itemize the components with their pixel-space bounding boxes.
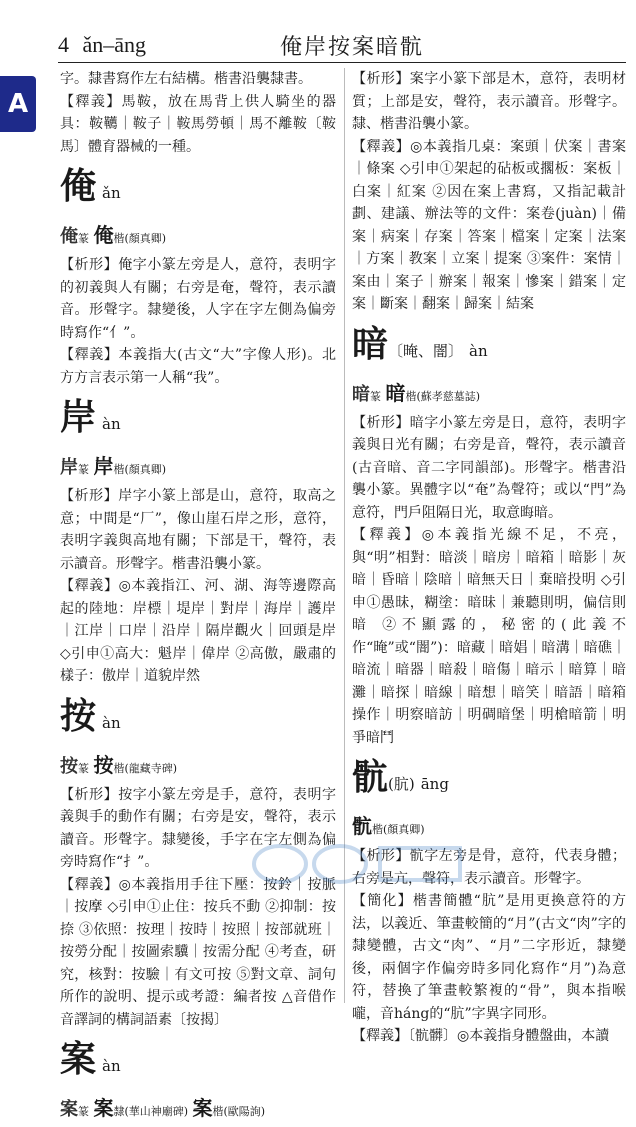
seal-label: 篆 — [78, 463, 89, 476]
headword-pinyin: āng — [420, 775, 449, 793]
calligraphy-source: (歐陽詢) — [223, 1105, 266, 1118]
calligraphy-source: (顏真卿) — [383, 823, 425, 836]
header-rule — [58, 62, 626, 63]
headword-pinyin: àn — [102, 415, 121, 433]
headword-pinyin: ǎn — [102, 184, 121, 202]
seal-label: 篆 — [370, 389, 381, 403]
calligraphy-source: (顏真卿) — [124, 232, 167, 245]
definition-paragraph: 【釋義】◎本義指江、河、湖、海等邊際高起的陸地：岸標｜堤岸｜對岸｜海岸｜護岸｜江岸｜口岸｜沿岸｜隔岸觀火｜回頭是岸 ◇引申①高大：魁岸｜偉岸 ②高傲，嚴肅的樣子：傲岸｜道貌岸然 — [60, 578, 336, 684]
kai-label: 楷 — [113, 761, 125, 775]
page-number-and-pinyin — [58, 32, 146, 58]
form-analysis-paragraph: 【析形】骯字左旁是骨，意符，代表身體；右旁是亢，聲符，表示讀音。形聲字。 — [352, 848, 626, 887]
seal-script-glyph: 暗 — [352, 383, 370, 405]
form-analysis-paragraph: 【析形】暗字小篆左旁是日，意符，表明字義與日光有關；右旁是音，聲符，表示讀音(古音暗、音二字同韻部)。形聲字。楷書沿襲小篆。異體字以“奄”為聲符；或以“門”為意符，門戶阻隔日光，取意晦暗。 — [352, 414, 626, 521]
script-forms — [60, 451, 336, 485]
calligraphy-source: (蘇孝慈墓誌) — [416, 389, 481, 403]
entry-heading — [60, 1035, 336, 1091]
kai-script-glyph: 暗 — [385, 380, 406, 405]
entry-heading — [352, 753, 626, 809]
definition-paragraph: 【釋義】馬鞍，放在馬背上供人騎坐的器具：鞍韉｜鞍子｜鞍馬勞頓｜馬不離鞍〔鞍馬〕體育器械的一種。 — [60, 93, 336, 155]
kai-script-glyph: 按 — [93, 752, 114, 777]
seal-label: 篆 — [78, 232, 89, 245]
definition-paragraph: 【釋義】〔骯髒〕◎本義指身體盤曲，本讀 — [352, 1028, 610, 1044]
left-column — [60, 68, 336, 1127]
kai-script-glyph: 岸 — [93, 454, 114, 478]
script-forms — [60, 220, 336, 254]
continued-text: 字。隸書寫作左右結構。楷書沿襲隸書。 — [60, 71, 312, 87]
variant-forms: (肮) — [388, 775, 415, 793]
entry-heading — [352, 320, 626, 376]
script-forms — [352, 378, 626, 412]
script-forms — [60, 1093, 336, 1127]
seal-script-glyph: 岸 — [60, 457, 78, 478]
kai-script-glyph: 案 — [192, 1096, 213, 1120]
entry-heading — [60, 692, 336, 748]
headword: 按 — [60, 694, 97, 737]
kai-label: 楷 — [113, 232, 125, 245]
page-number: 4 — [58, 32, 69, 57]
definition-paragraph: 【釋義】本義指大(古文“大”字像人形)。北方方言表示第一人稱“我”。 — [60, 347, 336, 386]
seal-label: 篆 — [78, 761, 89, 775]
definition-paragraph: 【釋義】◎本義指几桌：案頭｜伏案｜書案｜條案 ◇引申①架起的砧板或擱板：案板｜白案｜紅案 ②因在案上書寫，又指記載計劃、建議、辦法等的文件：案卷(juàn)｜備案｜病案｜存案｜答案｜檔案｜定案｜法案｜方案｜教案｜立案｜提案 ③案件：案情｜案由｜案子｜辦案｜報案｜慘案｜錯案｜定案｜斷案｜翻案｜歸案｜結案 — [352, 138, 626, 312]
headword: 俺 — [60, 165, 97, 207]
watermark-logo — [250, 840, 470, 888]
li-script-glyph: 案 — [93, 1096, 114, 1120]
headword: 骯 — [352, 756, 389, 798]
calligraphy-source: (華山神廟碑) — [124, 1105, 189, 1118]
li-label: 隸 — [113, 1105, 125, 1118]
headword-pinyin: àn — [102, 713, 121, 732]
page-title: 俺岸按案暗骯 — [280, 35, 425, 60]
variant-forms: 〔晻、闇〕 — [388, 341, 464, 360]
headword-pinyin: àn — [469, 341, 488, 360]
headword: 暗 — [352, 322, 389, 365]
calligraphy-source: (顏真卿) — [124, 463, 167, 476]
kai-label: 楷 — [372, 823, 383, 836]
section-tab[interactable]: A — [0, 76, 36, 132]
pinyin-range: ǎn–āng — [82, 32, 147, 57]
headword-pinyin: àn — [102, 1057, 121, 1075]
simplification-paragraph: 【簡化】楷書簡體“肮”是用更換意符的方法，以義近、筆畫較簡的“月”(古文“肉”字的隸變體，古文“肉”、“月”二字形近，隸變後，兩個字作偏旁時多同化寫作“月”)為意符，替換了筆畫較繁複的“骨”，與本指喉嚨，音háng的“肮”字異字同形。 — [352, 893, 626, 1022]
script-forms — [60, 750, 336, 784]
kai-label: 楷 — [212, 1105, 224, 1118]
entry-heading — [60, 162, 336, 218]
kai-label: 楷 — [405, 389, 417, 403]
seal-label: 篆 — [78, 1105, 89, 1118]
page-header — [0, 26, 636, 64]
seal-script-glyph: 案 — [60, 1099, 78, 1120]
definition-paragraph: 【釋義】◎本義指光線不足，不亮，與“明”相對：暗淡｜暗房｜暗箱｜暗影｜灰暗｜昏暗｜陰暗｜暗無天日｜棄暗投明 ◇引申①愚昧，糊塗：暗昧｜兼聽則明，偏信則暗 ②不顯露的，秘密的(此義不作“晻”或“闇”)：暗藏｜暗娼｜暗溝｜暗礁｜暗流｜暗器｜暗殺｜暗傷｜暗示｜暗算｜暗灘｜暗探｜暗線｜暗想｜暗笑｜暗語｜暗箱操作｜明察暗訪｜明碉暗堡｜明槍暗箭｜明爭暗鬥 — [352, 527, 626, 746]
headword: 岸 — [60, 396, 97, 438]
seal-script-glyph: 俺 — [60, 226, 78, 247]
kai-script-glyph: 俺 — [93, 223, 114, 247]
entry-heading — [60, 393, 336, 449]
kai-script-glyph: 骯 — [352, 814, 372, 838]
form-analysis-paragraph: 【析形】俺字小篆左旁是人，意符，表明字的初義與人有關；右旁是奄，聲符，表示讀音。形聲字。隸變後，人字在字左側為偏旁時寫作“亻”。 — [60, 257, 336, 341]
kai-label: 楷 — [113, 463, 125, 476]
form-analysis-paragraph: 【析形】按字小篆左旁是手，意符，表明字義與手的動作有關；右旁是安，聲符，表示讀音。形聲字。隸變後，手字在字左側為偏旁時寫作“扌”。 — [60, 786, 336, 870]
form-analysis-paragraph: 【析形】岸字小篆上部是山，意符，取高之意；中間是“厂”，像山崖石岸之形，意符，表明字義與高地有關；下部是干，聲符，表示讀音。形聲字。楷書沿襲小篆。 — [60, 488, 336, 572]
right-column — [352, 68, 626, 1048]
seal-script-glyph: 按 — [60, 755, 78, 777]
form-analysis-paragraph: 【析形】案字小篆下部是木，意符，表明材質；上部是安，聲符，表示讀音。形聲字。隸、楷書沿襲小篆。 — [352, 71, 626, 132]
headword: 案 — [60, 1038, 97, 1080]
definition-paragraph: 【釋義】◎本義指用手往下壓：按鈴｜按脈｜按摩 ◇引申①止住：按兵不動 ②抑制：按捺 ③依照：按理｜按時｜按照｜按部就班｜按勞分配｜按圖索驥｜按需分配 ④考查，研究，核對：按驗｜有文可按 ⑤對文章、詞句所作的說明、提示或考證：編者按 △音借作音譯詞的構詞語素〔按揭〕 — [60, 876, 336, 1028]
calligraphy-source: (龍藏寺碑) — [124, 761, 178, 775]
